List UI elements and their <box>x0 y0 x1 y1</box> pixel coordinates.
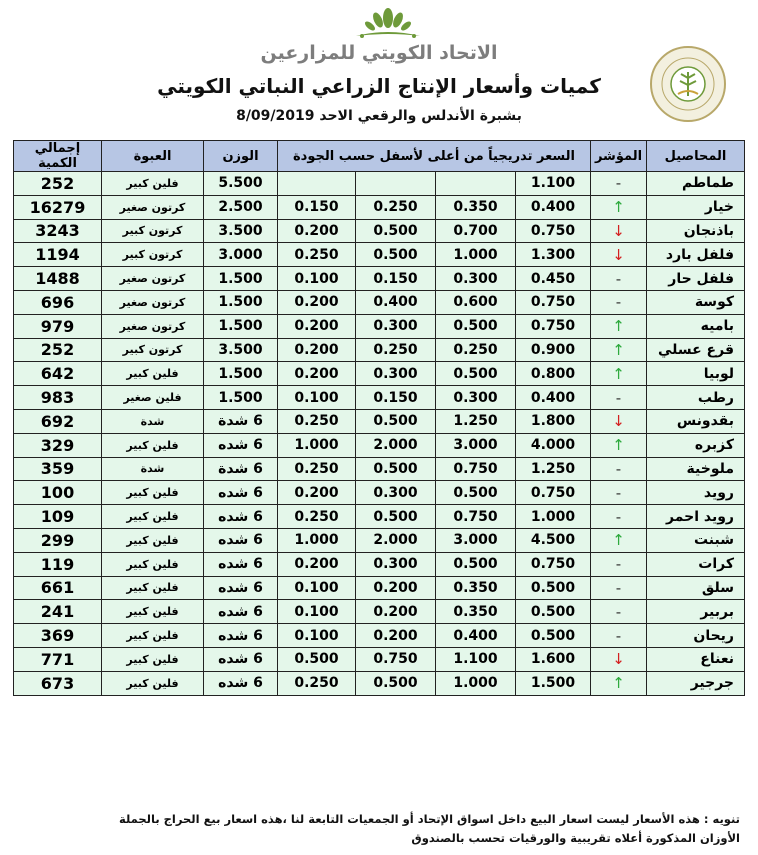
price-cell: 4.500 <box>516 528 591 552</box>
price-cell: 0.300 <box>436 267 516 291</box>
quantity-cell: 661 <box>14 576 102 600</box>
packaging-cell: فلين كبير <box>102 624 204 648</box>
down-arrow-icon: ↓ <box>591 219 647 243</box>
up-arrow-icon: ↑ <box>591 362 647 386</box>
weight-cell: 6 شدة <box>204 409 278 433</box>
price-cell: 0.400 <box>516 195 591 219</box>
no-change-dash: - <box>591 290 647 314</box>
price-cell: 1.100 <box>516 172 591 196</box>
table-row <box>14 409 745 433</box>
packaging-cell: كرتون صغير <box>102 267 204 291</box>
price-cell: 2.000 <box>356 528 436 552</box>
packaging-cell: فلين كبير <box>102 576 204 600</box>
table-row <box>14 457 745 481</box>
price-cell: 0.500 <box>516 576 591 600</box>
price-cell: 0.150 <box>356 267 436 291</box>
no-change-dash: - <box>591 505 647 529</box>
quantity-cell: 3243 <box>14 219 102 243</box>
table-row <box>14 671 745 695</box>
price-cell: 0.750 <box>516 481 591 505</box>
price-cell: 1.300 <box>516 243 591 267</box>
weight-cell: 3.000 <box>204 243 278 267</box>
product-cell: باذنجان <box>647 219 745 243</box>
price-cell: 0.400 <box>436 624 516 648</box>
weight-cell: 6 شده <box>204 481 278 505</box>
price-cell: 1.500 <box>516 671 591 695</box>
product-cell: رويد احمر <box>647 505 745 529</box>
organization-name: الاتحاد الكويتي للمزارعين <box>260 42 498 64</box>
price-cell: 0.750 <box>516 290 591 314</box>
price-cell: 0.200 <box>356 624 436 648</box>
packaging-cell: فلين كبير <box>102 505 204 529</box>
product-cell: كوسة <box>647 290 745 314</box>
table-row <box>14 600 745 624</box>
price-cell: 0.200 <box>278 362 356 386</box>
price-cell: 4.000 <box>516 433 591 457</box>
price-cell: 1.600 <box>516 647 591 671</box>
weight-cell: 3.500 <box>204 219 278 243</box>
price-cell: 0.100 <box>278 267 356 291</box>
weight-cell: 1.500 <box>204 290 278 314</box>
ornament-logo <box>348 6 428 42</box>
quantity-cell: 359 <box>14 457 102 481</box>
quantity-cell: 771 <box>14 647 102 671</box>
price-cell: 0.200 <box>278 219 356 243</box>
no-change-dash: - <box>591 481 647 505</box>
packaging-cell: كرتون صغير <box>102 195 204 219</box>
price-cell: 0.200 <box>356 600 436 624</box>
quantity-cell: 642 <box>14 362 102 386</box>
price-cell <box>436 172 516 196</box>
price-cell: 0.300 <box>356 362 436 386</box>
price-cell: 0.500 <box>356 505 436 529</box>
quantity-cell: 692 <box>14 409 102 433</box>
price-table <box>13 140 745 696</box>
quantity-cell: 119 <box>14 552 102 576</box>
price-cell: 0.100 <box>278 576 356 600</box>
document-subtitle: بشبرة الأندلس والرقعي الاحد 8/09/2019 <box>236 108 522 124</box>
price-cell: 0.250 <box>356 195 436 219</box>
product-cell: جرجير <box>647 671 745 695</box>
product-cell: قرع عسلي <box>647 338 745 362</box>
up-arrow-icon: ↑ <box>591 433 647 457</box>
header-product: المحاصيل <box>647 141 745 172</box>
price-cell: 0.200 <box>278 552 356 576</box>
document-title: كميات وأسعار الإنتاج الزراعي النباتي الكويتي <box>157 74 601 98</box>
packaging-cell: فلين كبير <box>102 481 204 505</box>
price-cell: 1.000 <box>436 671 516 695</box>
up-arrow-icon: ↑ <box>591 671 647 695</box>
packaging-cell: فلين كبير <box>102 647 204 671</box>
price-cell: 0.500 <box>356 409 436 433</box>
price-cell: 2.000 <box>356 433 436 457</box>
packaging-cell: فلين كبير <box>102 528 204 552</box>
price-cell: 3.000 <box>436 433 516 457</box>
price-cell: 1.800 <box>516 409 591 433</box>
price-cell: 0.200 <box>278 314 356 338</box>
weight-cell: 1.500 <box>204 362 278 386</box>
price-cell: 0.250 <box>278 409 356 433</box>
table-row <box>14 624 745 648</box>
price-cell: 0.500 <box>516 600 591 624</box>
no-change-dash: - <box>591 552 647 576</box>
quantity-cell: 16279 <box>14 195 102 219</box>
header-indicator: المؤشر <box>591 141 647 172</box>
no-change-dash: - <box>591 600 647 624</box>
header-packaging: العبوة <box>102 141 204 172</box>
product-cell: طماطم <box>647 172 745 196</box>
up-arrow-icon: ↑ <box>591 314 647 338</box>
price-cell: 0.600 <box>436 290 516 314</box>
price-cell: 0.500 <box>356 671 436 695</box>
product-cell: بربير <box>647 600 745 624</box>
price-cell: 3.000 <box>436 528 516 552</box>
weight-cell: 6 شده <box>204 576 278 600</box>
weight-cell: 6 شده <box>204 647 278 671</box>
price-cell: 0.300 <box>356 552 436 576</box>
quantity-cell: 696 <box>14 290 102 314</box>
down-arrow-icon: ↓ <box>591 647 647 671</box>
table-row <box>14 362 745 386</box>
price-cell: 0.500 <box>516 624 591 648</box>
packaging-cell: فلين كبير <box>102 433 204 457</box>
price-cell: 0.750 <box>356 647 436 671</box>
price-cell: 0.500 <box>436 314 516 338</box>
table-row <box>14 314 745 338</box>
no-change-dash: - <box>591 457 647 481</box>
weight-cell: 6 شده <box>204 671 278 695</box>
no-change-dash: - <box>591 624 647 648</box>
packaging-cell: فلين كبير <box>102 552 204 576</box>
price-cell <box>356 172 436 196</box>
product-cell: باميه <box>647 314 745 338</box>
price-cell: 0.500 <box>436 362 516 386</box>
price-cell: 0.400 <box>356 290 436 314</box>
price-cell: 0.200 <box>278 481 356 505</box>
price-cell: 0.350 <box>436 576 516 600</box>
packaging-cell: كرتون صغير <box>102 314 204 338</box>
price-cell: 1.000 <box>516 505 591 529</box>
price-cell: 0.500 <box>436 481 516 505</box>
table-row <box>14 243 745 267</box>
price-cell: 0.150 <box>356 386 436 410</box>
weight-cell: 3.500 <box>204 338 278 362</box>
quantity-cell: 1194 <box>14 243 102 267</box>
quantity-cell: 252 <box>14 338 102 362</box>
table-row <box>14 647 745 671</box>
price-cell: 1.100 <box>436 647 516 671</box>
weight-cell: 1.500 <box>204 267 278 291</box>
product-cell: ريحان <box>647 624 745 648</box>
price-cell: 0.500 <box>356 243 436 267</box>
price-cell: 0.750 <box>516 314 591 338</box>
packaging-cell: كرتون كبير <box>102 219 204 243</box>
price-cell: 0.750 <box>436 505 516 529</box>
table-row <box>14 267 745 291</box>
header-price: السعر تدريجياً من أعلى لأسفل حسب الجودة <box>278 141 591 172</box>
price-cell: 0.700 <box>436 219 516 243</box>
price-cell: 0.200 <box>278 338 356 362</box>
price-cell: 0.250 <box>278 671 356 695</box>
price-cell: 0.450 <box>516 267 591 291</box>
table-row <box>14 576 745 600</box>
quantity-cell: 109 <box>14 505 102 529</box>
packaging-cell: فلين كبير <box>102 172 204 196</box>
price-cell: 0.100 <box>278 600 356 624</box>
no-change-dash: - <box>591 386 647 410</box>
product-cell: سلق <box>647 576 745 600</box>
price-cell: 1.000 <box>436 243 516 267</box>
price-cell: 0.900 <box>516 338 591 362</box>
weight-cell: 5.500 <box>204 172 278 196</box>
price-cell: 0.250 <box>436 338 516 362</box>
up-arrow-icon: ↑ <box>591 338 647 362</box>
weight-cell: 6 شده <box>204 624 278 648</box>
price-cell: 0.250 <box>278 243 356 267</box>
quantity-cell: 241 <box>14 600 102 624</box>
down-arrow-icon: ↓ <box>591 243 647 267</box>
weight-cell: 2.500 <box>204 195 278 219</box>
price-cell: 0.500 <box>278 647 356 671</box>
table-row <box>14 172 745 196</box>
product-cell: كرات <box>647 552 745 576</box>
table-row <box>14 219 745 243</box>
table-row <box>14 290 745 314</box>
price-cell: 0.750 <box>516 552 591 576</box>
price-cell: 0.300 <box>356 481 436 505</box>
product-cell: نعناع <box>647 647 745 671</box>
price-cell: 1.000 <box>278 433 356 457</box>
weight-cell: 6 شده <box>204 433 278 457</box>
quantity-cell: 979 <box>14 314 102 338</box>
price-cell: 0.200 <box>278 290 356 314</box>
no-change-dash: - <box>591 172 647 196</box>
price-cell: 1.250 <box>436 409 516 433</box>
weight-cell: 6 شده <box>204 600 278 624</box>
product-cell: رويد <box>647 481 745 505</box>
price-cell: 0.500 <box>436 552 516 576</box>
weight-cell: 6 شده <box>204 528 278 552</box>
quantity-cell: 100 <box>14 481 102 505</box>
price-cell: 1.000 <box>278 528 356 552</box>
product-cell: لوبيا <box>647 362 745 386</box>
table-row <box>14 505 745 529</box>
product-cell: شبنت <box>647 528 745 552</box>
quantity-cell: 329 <box>14 433 102 457</box>
price-cell: 0.750 <box>436 457 516 481</box>
table-row <box>14 195 745 219</box>
price-cell: 0.150 <box>278 195 356 219</box>
price-cell: 0.300 <box>436 386 516 410</box>
up-arrow-icon: ↑ <box>591 195 647 219</box>
quantity-cell: 369 <box>14 624 102 648</box>
weight-cell: 1.500 <box>204 386 278 410</box>
packaging-cell: كرتون كبير <box>102 338 204 362</box>
footnote-line-2: الأوزان المذكورة أعلاه تقريبية والورقيات تحسب بالصندوق <box>411 831 740 845</box>
packaging-cell: فلين كبير <box>102 362 204 386</box>
product-cell: فلفل حار <box>647 267 745 291</box>
table-row <box>14 528 745 552</box>
packaging-cell: فلين كبير <box>102 600 204 624</box>
footnote-line-1: تنويه : هذه الأسعار ليست اسعار البيع داخل اسواق الإتحاد أو الجمعيات التابعة لنا ،هذه اسعار بيع الحراج بالجملة <box>119 812 740 826</box>
price-cell: 0.500 <box>356 457 436 481</box>
up-arrow-icon: ↑ <box>591 528 647 552</box>
table-row <box>14 386 745 410</box>
price-cell: 0.750 <box>516 219 591 243</box>
table-row <box>14 338 745 362</box>
product-cell: كزبره <box>647 433 745 457</box>
packaging-cell: شدة <box>102 409 204 433</box>
weight-cell: 6 شده <box>204 552 278 576</box>
price-cell: 0.350 <box>436 600 516 624</box>
price-cell: 0.400 <box>516 386 591 410</box>
price-cell: 1.250 <box>516 457 591 481</box>
product-cell: خيار <box>647 195 745 219</box>
price-cell: 0.250 <box>278 505 356 529</box>
price-cell: 0.100 <box>278 624 356 648</box>
price-cell: 0.350 <box>436 195 516 219</box>
packaging-cell: شدة <box>102 457 204 481</box>
price-cell: 0.300 <box>356 314 436 338</box>
no-change-dash: - <box>591 576 647 600</box>
weight-cell: 6 شده <box>204 505 278 529</box>
packaging-cell: كرتون صغير <box>102 290 204 314</box>
table-row <box>14 552 745 576</box>
product-cell: رطب <box>647 386 745 410</box>
packaging-cell: فلين كبير <box>102 671 204 695</box>
no-change-dash: - <box>591 267 647 291</box>
table-header-row <box>14 141 745 172</box>
quantity-cell: 252 <box>14 172 102 196</box>
price-cell <box>278 172 356 196</box>
quantity-cell: 983 <box>14 386 102 410</box>
price-cell: 0.500 <box>356 219 436 243</box>
header-weight: الوزن <box>204 141 278 172</box>
product-cell: بقدونس <box>647 409 745 433</box>
product-cell: فلفل بارد <box>647 243 745 267</box>
quantity-cell: 673 <box>14 671 102 695</box>
quantity-cell: 1488 <box>14 267 102 291</box>
header-quantity: إجمالي الكمية <box>14 141 102 172</box>
table-row <box>14 433 745 457</box>
price-cell: 0.100 <box>278 386 356 410</box>
price-cell: 0.250 <box>278 457 356 481</box>
price-cell: 0.250 <box>356 338 436 362</box>
weight-cell: 6 شدة <box>204 457 278 481</box>
packaging-cell: كرتون كبير <box>102 243 204 267</box>
price-cell: 0.200 <box>356 576 436 600</box>
table-row <box>14 481 745 505</box>
quantity-cell: 299 <box>14 528 102 552</box>
weight-cell: 1.500 <box>204 314 278 338</box>
down-arrow-icon: ↓ <box>591 409 647 433</box>
packaging-cell: فلين صغير <box>102 386 204 410</box>
product-cell: ملوخية <box>647 457 745 481</box>
price-cell: 0.800 <box>516 362 591 386</box>
